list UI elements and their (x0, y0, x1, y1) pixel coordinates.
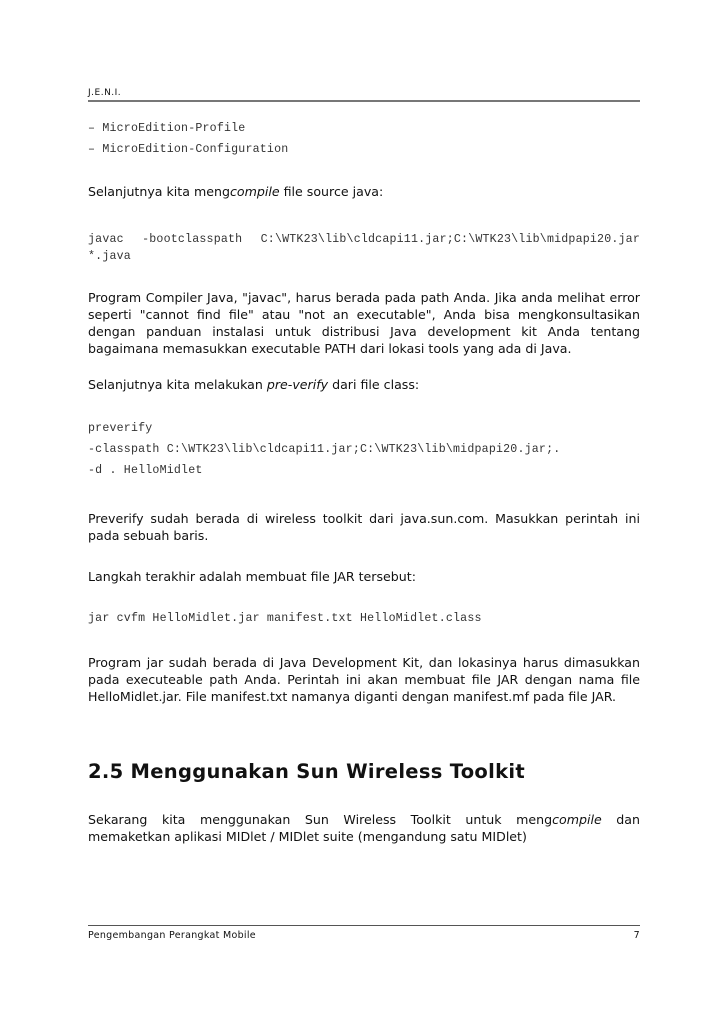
list-item: – MicroEdition-Configuration (88, 143, 289, 156)
jar-intro-paragraph: Langkah terakhir adalah membuat file JAR tersebut: (88, 569, 416, 584)
preverify-command (88, 418, 640, 481)
footer-title: Pengembangan Perangkat Mobile (88, 930, 256, 941)
text-run: dan memaketkan aplikasi MIDlet / MIDlet suite (mengandung satu MIDlet) (88, 812, 640, 844)
emphasis-text: compile (229, 184, 280, 199)
code-line: preverify (88, 422, 153, 435)
wireless-toolkit-paragraph (88, 811, 640, 845)
list-item: – MicroEdition-Profile (88, 122, 246, 135)
text-run: file source java: (279, 184, 384, 199)
footer-rule (88, 925, 640, 926)
header-rule (88, 100, 640, 102)
code-line: -classpath C:\WTK23\lib\cldcapi11.jar;C:\WTK23\lib\midpapi20.jar;. (88, 443, 561, 456)
code-line: jar cvfm HelloMidlet.jar manifest.txt HelloMidlet.class (88, 612, 482, 625)
jar-paragraph: Program jar sudah berada di Java Development Kit, dan lokasinya harus dimasukkan pada executeable path Anda. Perintah ini akan membuat file JAR dengan nama file HelloMidlet.jar. File manifest.txt namanya diganti dengan manifest.mf pada file JAR. (88, 655, 640, 704)
attribute-list (88, 118, 640, 160)
emphasis-text: pre-verify (266, 377, 329, 392)
text-run: Sekarang kita menggunakan Sun Wireless Toolkit untuk meng (88, 812, 553, 827)
compile-intro-paragraph (88, 183, 640, 200)
emphasis-text: compile (552, 812, 602, 827)
text-run: dari file class: (328, 377, 420, 392)
page-footer (88, 930, 640, 941)
text-run: Selanjutnya kita meng (88, 184, 230, 199)
javac-command: javac -bootclasspath C:\WTK23\lib\cldcapi11.jar;C:\WTK23\lib\midpapi20.jar *.java (88, 233, 640, 263)
compiler-paragraph: Program Compiler Java, "javac", harus berada pada path Anda. Jika anda melihat error seperti "cannot find file" atau "not an executable", Anda bisa mengkonsultasikan dengan panduan instalasi untuk distribusi Java development kit Anda tentang bagaimana memasukkan executable PATH dari lokasi tools yang ada di Java. (88, 290, 640, 356)
section-heading: 2.5 Menggunakan Sun Wireless Toolkit (88, 760, 525, 783)
page-header: J.E.N.I. (88, 88, 122, 98)
preverify-intro-paragraph (88, 376, 640, 393)
jar-command (88, 608, 640, 629)
document-page (88, 0, 640, 1030)
preverify-paragraph: Preverify sudah berada di wireless toolkit dari java.sun.com. Masukkan perintah ini pada sebuah baris. (88, 511, 640, 543)
text-run: Selanjutnya kita melakukan (88, 377, 267, 392)
page-number: 7 (633, 930, 640, 941)
code-line: -d . HelloMidlet (88, 464, 203, 477)
